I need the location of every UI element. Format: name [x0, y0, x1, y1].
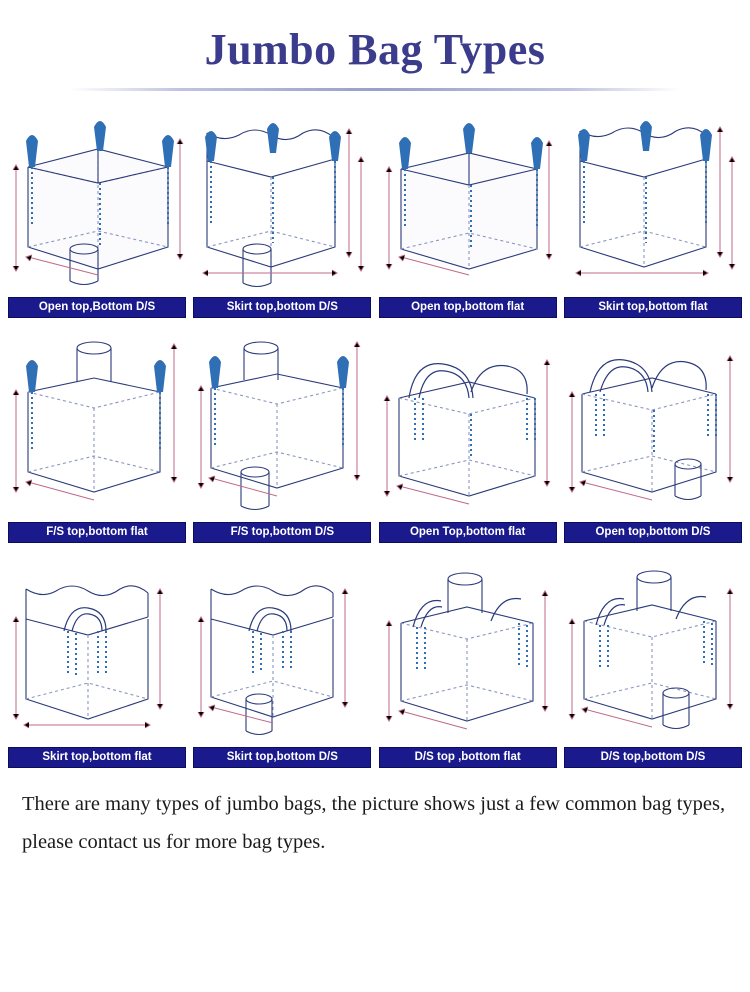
bag-caption: Open top,bottom flat [379, 297, 557, 318]
bag-illustration-open-top-bottom-flat-cross-loops [379, 322, 557, 522]
bag-illustration-skirt-top-bottom-flat [564, 97, 742, 297]
bag-cell [564, 322, 742, 543]
bag-illustration-skirt-top-bottom-ds-cross-loops [193, 547, 371, 747]
bag-cell [564, 547, 742, 768]
bag-row [8, 547, 742, 768]
bag-caption: Skirt top,bottom D/S [193, 297, 371, 318]
corner-loop-icon [205, 123, 341, 161]
bag-cell [193, 322, 371, 543]
bag-illustration-ds-top-bottom-ds [564, 547, 742, 747]
bag-cell [8, 547, 186, 768]
bag-cell [8, 322, 186, 543]
bag-cell [379, 547, 557, 768]
bag-cell [193, 547, 371, 768]
bag-illustration-open-top-bottom-ds-cross-loops [564, 322, 742, 522]
bag-caption: Skirt top,bottom flat [564, 297, 742, 318]
bag-cell [379, 97, 557, 318]
corner-loop-icon [26, 360, 166, 392]
bag-illustration-ds-top-bottom-flat [379, 547, 557, 747]
bag-caption: Open top,Bottom D/S [8, 297, 186, 318]
bag-caption: Skirt top,bottom D/S [193, 747, 371, 768]
bag-row [8, 322, 742, 543]
bag-caption: Skirt top,bottom flat [8, 747, 186, 768]
bag-caption: D/S top,bottom D/S [564, 747, 742, 768]
bag-caption: F/S top,bottom flat [8, 522, 186, 543]
bag-illustration-fs-top-bottom-ds [193, 322, 371, 522]
bag-cell [379, 322, 557, 543]
bag-caption: Open Top,bottom flat [379, 522, 557, 543]
bag-illustration-skirt-top-bottom-flat-cross-loops [8, 547, 186, 747]
title-divider [70, 88, 680, 91]
footer-note: There are many types of jumbo bags, the picture shows just a few common bag types, please contact us for more bag types. [22, 793, 726, 853]
title-section [0, 0, 750, 91]
bag-type-grid [0, 97, 750, 768]
bag-caption: Open top,bottom D/S [564, 522, 742, 543]
bag-caption: F/S top,bottom D/S [193, 522, 371, 543]
corner-loop-icon [209, 356, 349, 388]
bag-illustration-open-top-bottom-flat [379, 97, 557, 297]
bag-illustration-skirt-top-bottom-ds [193, 97, 371, 297]
bag-caption: D/S top ,bottom flat [379, 747, 557, 768]
page-title: Jumbo Bag Types [204, 25, 546, 74]
bag-illustration-fs-top-bottom-flat [8, 322, 186, 522]
bag-cell [193, 97, 371, 318]
bag-cell [8, 97, 186, 318]
bag-illustration-open-top-bottom-ds [8, 97, 186, 297]
corner-loop-icon [578, 121, 712, 161]
bag-row [8, 97, 742, 318]
bag-cell [564, 97, 742, 318]
